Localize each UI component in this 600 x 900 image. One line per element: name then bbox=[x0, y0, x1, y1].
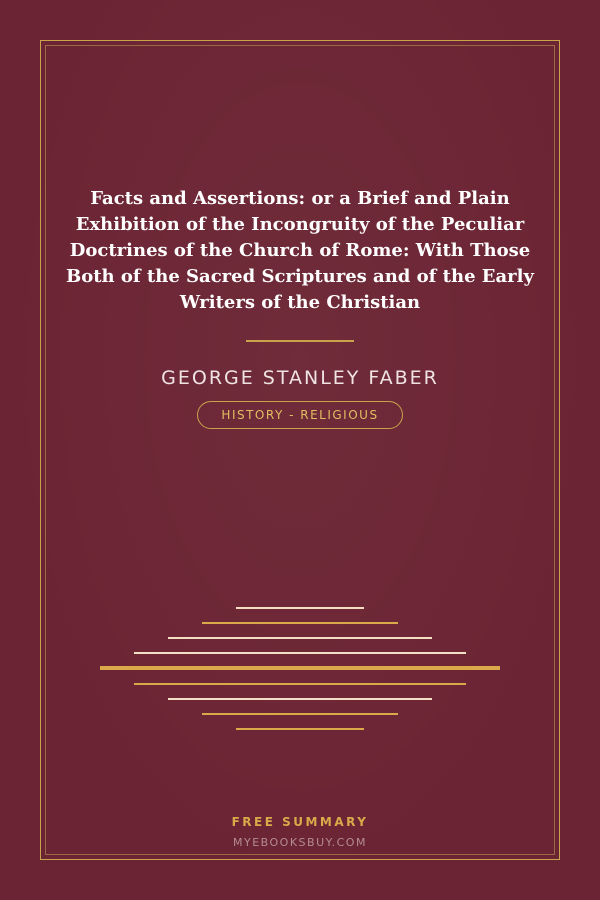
decorative-line bbox=[236, 607, 364, 609]
decorative-line bbox=[236, 728, 364, 730]
cover-frame-inner bbox=[45, 45, 555, 855]
decorative-line bbox=[134, 652, 466, 654]
book-author: GEORGE STANLEY FABER bbox=[161, 367, 439, 389]
decorative-line-center bbox=[100, 666, 500, 670]
free-summary-label: FREE SUMMARY bbox=[231, 815, 369, 829]
book-title: Facts and Assertions: or a Brief and Plain Exhibition of the Incongruity of the Peculiar Doctrines of the Church of Rome: With Those Both of the Sacred Scriptures and of the Early Writers of the Christian bbox=[66, 188, 534, 313]
title-divider bbox=[246, 340, 354, 342]
genre-badge: HISTORY - RELIGIOUS bbox=[197, 401, 403, 429]
website-label: MYEBOOKSBUY.COM bbox=[233, 836, 367, 849]
decorative-line bbox=[202, 622, 398, 624]
decorative-line bbox=[168, 698, 432, 700]
decorative-line bbox=[134, 683, 466, 685]
decorative-line bbox=[168, 637, 432, 639]
decorative-line bbox=[202, 713, 398, 715]
